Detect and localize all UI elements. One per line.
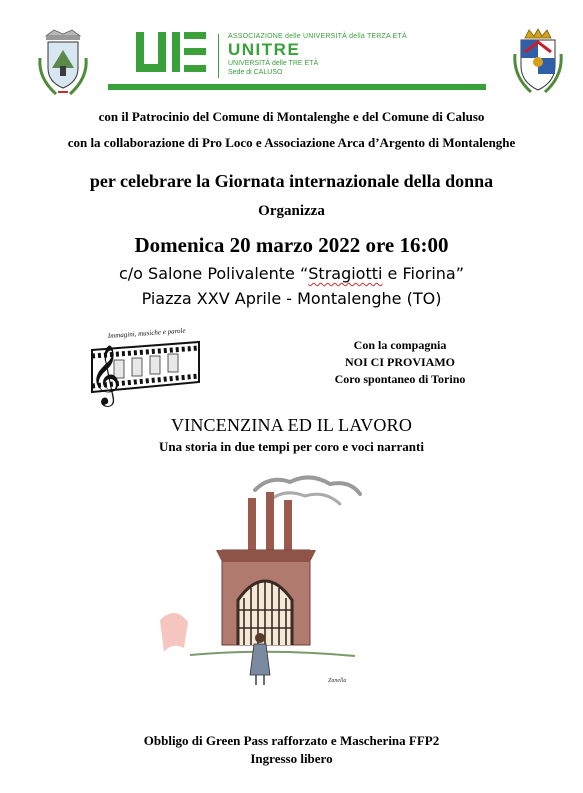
caluso-coat-of-arms (513, 28, 563, 98)
green-pass-requirement: Obbligo di Green Pass rafforzato e Mascherina FFP2 (143, 733, 440, 748)
unitre-association-line: ASSOCIAZIONE delle UNIVERSITÀ della TERZA ETÀ (228, 33, 407, 40)
venue-line (0, 264, 583, 283)
venue-suffix: e Fiorina” (382, 264, 465, 283)
show-subtitle: Una storia in due tempi per coro e voci narranti (159, 439, 424, 454)
collaboration-line: con la collaborazione di Pro Loco e Associazione Arca d’Argento di Montalenghe (67, 135, 516, 150)
unitre-university-line: UNIVERSITÀ delle TRE ETÀ (228, 60, 319, 67)
show-title: VINCENZINA ED IL LAVORO (170, 415, 413, 435)
montalenghe-coat-of-arms (36, 28, 90, 100)
venue-name: Stragiotti (308, 264, 383, 283)
unitre-mark-icon (136, 32, 206, 80)
film-logo-caption: Immagini, musiche e parole (107, 326, 186, 340)
event-datetime: Domenica 20 marzo 2022 ore 16:00 (134, 233, 449, 257)
treble-clef-icon: 𝄞 (90, 345, 121, 405)
company-intro: Con la compagnia (353, 338, 447, 352)
venue-prefix: c/o Salone Polivalente “ (118, 264, 309, 283)
free-entry-note: Ingresso libero (250, 751, 333, 766)
film-strip-logo (74, 320, 204, 410)
unitre-green-bar (108, 84, 486, 90)
occasion-heading: per celebrare la Giornata internazionale della donna (89, 171, 494, 191)
unitre-divider (218, 34, 219, 78)
unitre-logo (108, 18, 486, 90)
company-description: Coro spontaneo di Torino (334, 372, 466, 386)
unitre-name: UNITRE (228, 40, 301, 59)
organizes-label: Organizza (258, 203, 325, 219)
patronage-line: con il Patrocinio del Comune di Montalenghe e del Comune di Caluso (98, 109, 485, 124)
illustration-signature: Zanella (328, 678, 347, 684)
venue-address: Piazza XXV Aprile - Montalenghe (TO) (141, 289, 442, 308)
company-name: NOI CI PROVIAMO (345, 355, 455, 369)
unitre-seat-line: Sede di CALUSO (228, 69, 283, 76)
factory-illustration (160, 470, 370, 710)
